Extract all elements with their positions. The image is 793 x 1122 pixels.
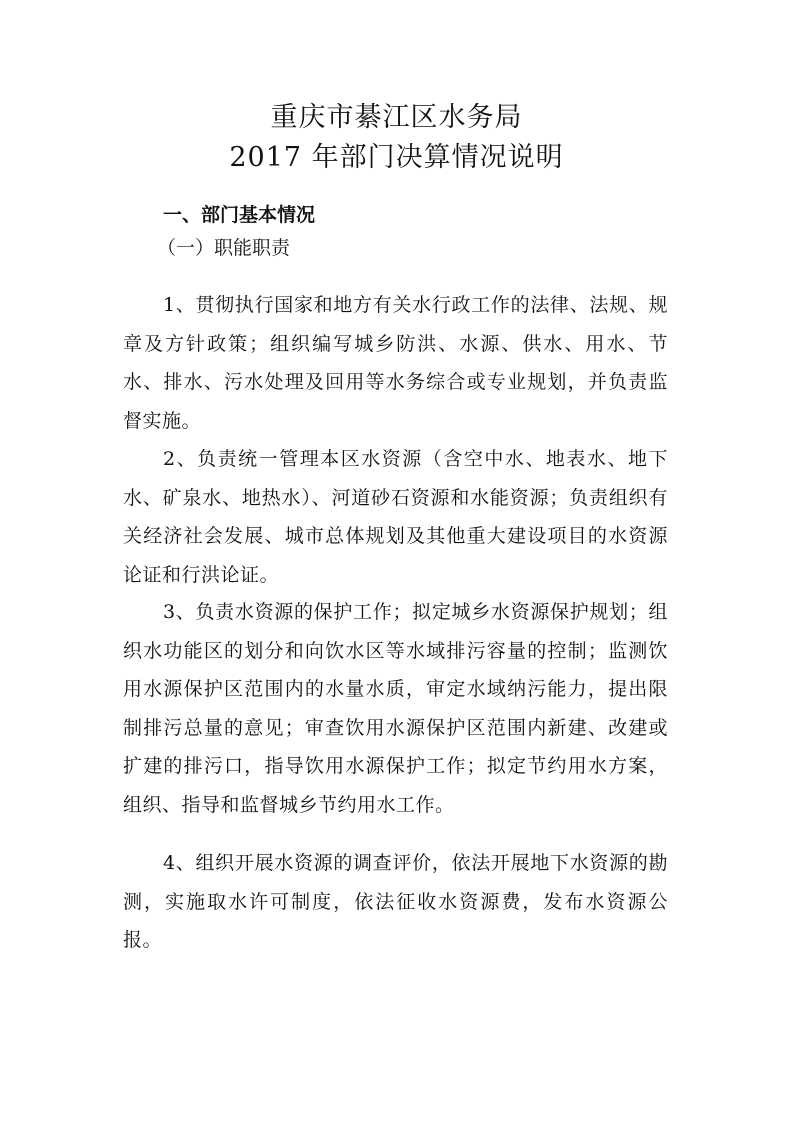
document-title-line2: 2017 年部门决算情况说明 [229, 142, 564, 173]
subsection-heading: （一）职能职责 [157, 237, 291, 259]
paragraph-4: 4、组织开展水资源的调查评价，依法开展地下水资源的勘测，实施取水许可制度，依法征收水资源费，发布水资源公报。 [123, 852, 668, 951]
document-title-line1: 重庆市綦江区水务局 [270, 102, 523, 133]
section-heading: 一、部门基本情况 [163, 204, 316, 226]
paragraph-2: 2、负责统一管理本区水资源（含空中水、地表水、地下水、矿泉水、地热水）、河道砂石资源和水能资源；负责组织有关经济社会发展、城市总体规划及其他重大建设项目的水资源论证和行洪论证。 [123, 448, 668, 586]
paragraph-3: 3、负责水资源的保护工作；拟定城乡水资源保护规划；组织水功能区的划分和向饮水区等水域排污容量的控制；监测饮用水源保护区范围内的水量水质，审定水域纳污能力，提出限制排污总量的意见；审查饮用水源保护区范围内新建、改建或扩建的排污口，指导饮用水源保护工作；拟定节约用水方案，组织、指导和监督城乡节约用水工作。 [123, 601, 668, 816]
paragraph-1: 1、贯彻执行国家和地方有关水行政工作的法律、法规、规章及方针政策；组织编写城乡防洪、水源、供水、用水、节水、排水、污水处理及回用等水务综合或专业规划，并负责监督实施。 [123, 294, 668, 432]
